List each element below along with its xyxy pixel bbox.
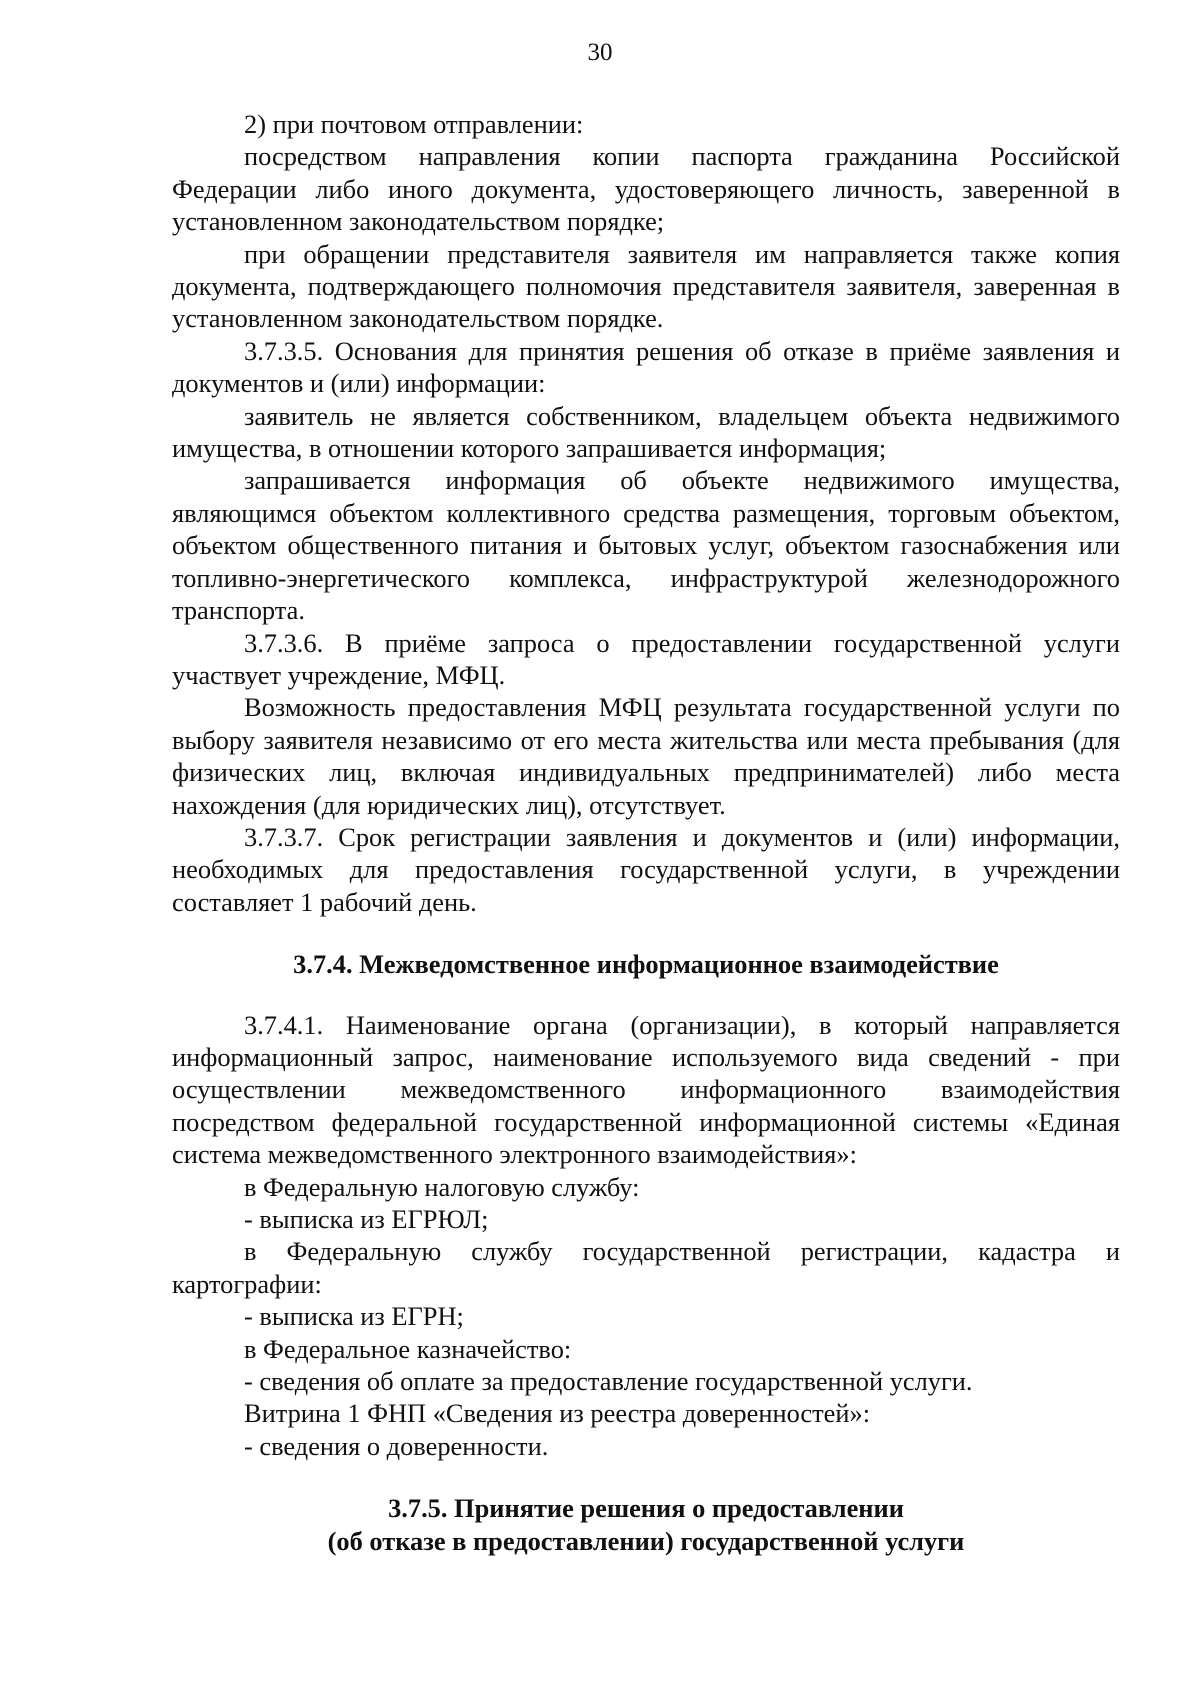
paragraph: 3.7.3.7. Срок регистрации заявления и документов и (или) информации, необходимых для предоставления государственной услуги, в учреждении составляет 1 рабочий день. — [172, 821, 1120, 917]
list-item: Витрина 1 ФНП «Сведения из реестра доверенностей»: — [244, 1398, 871, 1429]
paragraph: 2) при почтовом отправлении: — [244, 109, 584, 139]
list-item: - сведения о доверенности. — [244, 1430, 549, 1461]
paragraph: 3.7.3.6. В приёме запроса о предоставлении государственной услуги участвует учреждение, МФЦ. — [172, 627, 1120, 690]
paragraph: посредством направления копии паспорта гражданина Российской Федерации либо иного документа, удостоверяющего личность, заверенной в установленном законодательством порядке; — [172, 141, 1120, 237]
list-item: в Федеральное казначейство: — [244, 1333, 572, 1364]
section-heading-3-7-5 — [172, 1492, 1120, 1557]
heading-line-1: 3.7.5. Принятие решения о предоставлении — [388, 1493, 904, 1524]
paragraph: Возможность предоставления МФЦ результата государственной услуги по выбору заявителя независимо от его места жительства или места пребывания (для физических лиц, включая индивидуальных предпринимателей) либо места нахождения (для юридических лиц), отсутствует. — [172, 692, 1120, 820]
paragraph: при обращении представителя заявителя им направляется также копия документа, подтверждающего полномочия представителя заявителя, заверенная в установленном законодательством порядке. — [172, 238, 1120, 334]
paragraph: 3.7.4.1. Наименование органа (организации), в который направляется информационный запрос, наименование используемого вида сведений - при осуществлении межведомственного информационного взаимодействия посредством федеральной государственной информационной системы «Единая система межведомственного электронного взаимодействия»: — [172, 1009, 1120, 1170]
list-item: - выписка из ЕГРЮЛ; — [244, 1204, 489, 1234]
page-number: 30 — [587, 39, 613, 66]
paragraph: 3.7.3.5. Основания для принятия решения об отказе в приёме заявления и документов и (или) информации: — [172, 335, 1120, 399]
list-item: в Федеральную службу государственной регистрации, кадастра и картографии: — [172, 1236, 1120, 1299]
document-body — [172, 108, 1120, 1557]
section-heading-3-7-4: 3.7.4. Межведомственное информационное взаимодействие — [293, 949, 999, 980]
paragraph: заявитель не является собственником, владельцем объекта недвижимого имущества, в отношении которого запрашивается информация; — [172, 400, 1120, 464]
list-item: - выписка из ЕГРН; — [244, 1301, 464, 1332]
list-item: в Федеральную налоговую службу: — [244, 1171, 640, 1202]
paragraph: запрашивается информация об объекте недвижимого имущества, являющимся объектом коллективного средства размещения, торговым объектом, объектом общественного питания и бытовых услуг, объектом газоснабжения или топливно-энергетического комплекса, инфраструктурой железнодорожного транспорта. — [172, 465, 1120, 626]
heading-line-2: (об отказе в предоставлении) государственной услуги — [327, 1525, 965, 1556]
list-item: - сведения об оплате за предоставление государственной услуги. — [244, 1366, 973, 1397]
